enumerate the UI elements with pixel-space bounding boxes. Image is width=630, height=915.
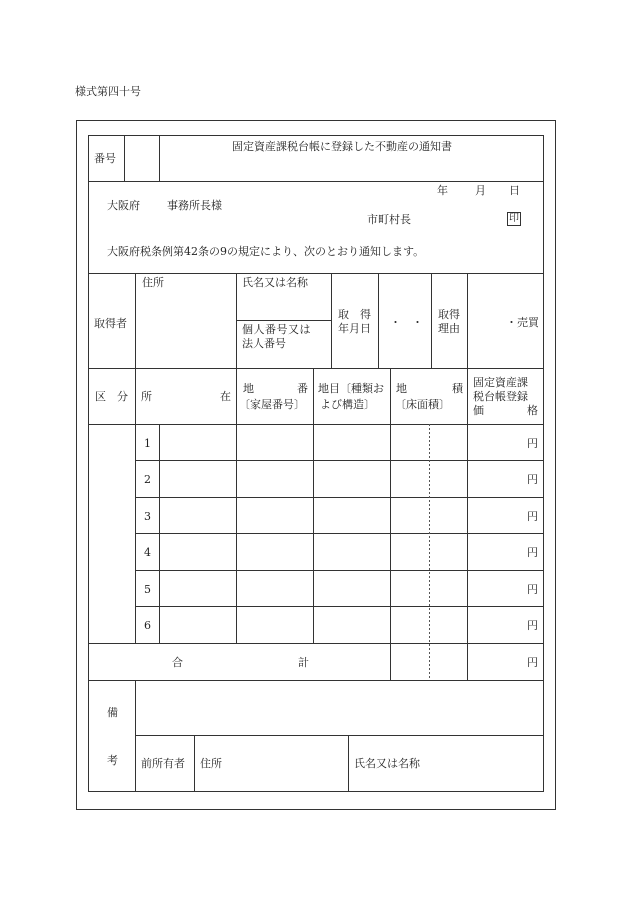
reason-label-2: 理由 [438, 322, 460, 335]
reason-label-1: 取得 [438, 308, 460, 321]
col-land-1: 地目〔種類お [318, 382, 384, 395]
col-value-1: 固定資産課 [473, 376, 528, 389]
form-number-title: 様式第四十号 [75, 85, 141, 98]
row-number: 5 [144, 583, 151, 596]
col-area-2: 積 [452, 382, 463, 395]
acquirer-address-label: 住所 [142, 276, 164, 289]
row-number: 3 [144, 510, 151, 523]
col-value-3b: 格 [527, 404, 538, 417]
total-label-1: 合 [172, 656, 183, 669]
date-day: 日 [509, 184, 520, 197]
seal-stamp: 印 [509, 213, 519, 224]
remarks-label-1: 備 [107, 706, 118, 719]
row-number: 4 [144, 546, 151, 559]
outer-border [77, 121, 556, 810]
col-land-2: よび構造〕 [320, 398, 375, 411]
col-area-3: 〔床面積〕 [395, 398, 450, 411]
acquirer-label: 取得者 [94, 317, 127, 330]
row-yen: 円 [527, 583, 538, 596]
col-location-2: 在 [220, 390, 231, 403]
date-year: 年 [437, 184, 448, 197]
inner-border [89, 136, 544, 792]
row-yen: 円 [527, 619, 538, 632]
row-number: 1 [144, 437, 151, 450]
acquirer-number-label-2: 法人番号 [242, 337, 286, 350]
form-title: 固定資産課税台帳に登録した不動産の通知書 [232, 140, 452, 153]
col-kubun: 区 分 [95, 390, 128, 403]
acquirer-name-label: 氏名又は名称 [242, 276, 308, 289]
date-month: 月 [475, 184, 486, 197]
row-yen: 円 [527, 510, 538, 523]
notice-text: 大阪府税条例第42条の9の規定により、次のとおり通知します。 [107, 245, 425, 258]
row-yen: 円 [527, 473, 538, 486]
row-number: 2 [144, 473, 151, 486]
sender-name: 市町村長 [367, 213, 411, 226]
reason-value: ・売買 [506, 316, 539, 329]
acq-date-label-1: 取 得 [338, 308, 371, 321]
prev-owner-label: 前所有者 [141, 757, 185, 770]
col-area-1: 地 [396, 382, 407, 395]
number-label: 番号 [94, 152, 116, 165]
col-value-3a: 価 [473, 404, 484, 417]
col-lot-2: 番 [297, 382, 308, 395]
row-yen: 円 [527, 437, 538, 450]
addressee-pref: 大阪府 [107, 199, 140, 212]
remarks-label-2: 考 [107, 754, 118, 767]
col-lot-3: 〔家屋番号〕 [239, 398, 305, 411]
col-lot-1: 地 [243, 382, 254, 395]
prev-name-label: 氏名又は名称 [354, 757, 420, 770]
addressee-office: 事務所長様 [167, 199, 222, 212]
total-label-2: 計 [298, 656, 309, 669]
col-location-1: 所 [141, 390, 152, 403]
row-yen: 円 [527, 546, 538, 559]
prev-address-label: 住所 [200, 757, 222, 770]
row-number: 6 [144, 619, 151, 632]
acquirer-number-label-1: 個人番号又は [242, 323, 311, 336]
acq-date-label-2: 年月日 [338, 322, 371, 335]
acq-date-value: ・ ・ [390, 316, 423, 329]
total-yen: 円 [527, 656, 538, 669]
col-value-2: 税台帳登録 [473, 390, 528, 403]
